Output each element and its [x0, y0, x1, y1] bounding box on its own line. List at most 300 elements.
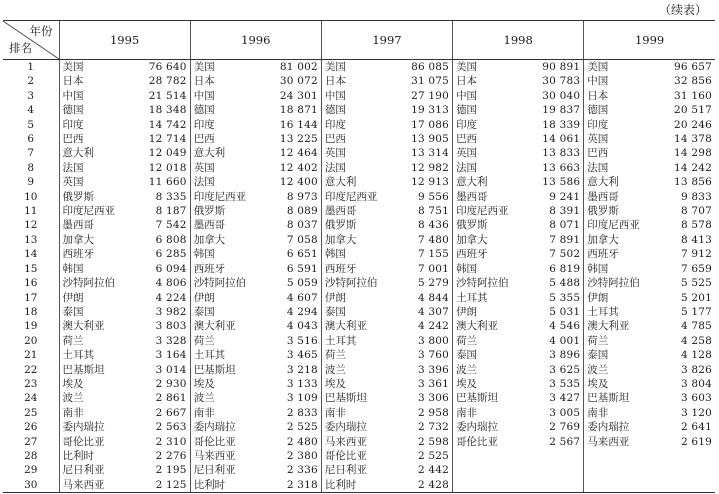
year-cell: [584, 478, 715, 493]
gdp-value: 7 542: [155, 219, 187, 232]
country-name: 巴西: [587, 147, 609, 160]
country-name: 泰国: [193, 305, 215, 318]
country-name: 法国: [62, 161, 84, 174]
gdp-value: 7 480: [418, 233, 450, 246]
gdp-value: 4 607: [286, 291, 318, 304]
country-name: 波兰: [193, 392, 215, 405]
country-name: 伊朗: [456, 305, 478, 318]
country-name: 伊朗: [193, 291, 215, 304]
country-name: 比利时: [193, 478, 226, 491]
gdp-value: 13 856: [674, 176, 712, 189]
country-name: 加拿大: [62, 233, 94, 246]
gdp-value: 2 318: [286, 478, 318, 491]
table-row: [3, 262, 715, 276]
gdp-value: 8 413: [680, 233, 712, 246]
gdp-value: 3 826: [680, 363, 712, 376]
rank-cell: 25: [24, 406, 38, 419]
country-name: 墨西哥: [193, 219, 226, 232]
year-cell: [190, 478, 321, 493]
year-cell: [190, 435, 321, 449]
gdp-value: 18 871: [279, 104, 318, 117]
year-cell: [190, 463, 321, 477]
year-header: 1998: [453, 21, 584, 60]
table-row: [3, 363, 715, 377]
country-name: 南非: [456, 406, 478, 419]
year-cell: [453, 406, 584, 420]
gdp-value: 2 732: [418, 421, 450, 434]
year-cell: [59, 60, 190, 75]
country-name: 英国: [193, 161, 215, 174]
gdp-value: 6 651: [286, 248, 318, 261]
country-name: 哥伦比亚: [324, 449, 367, 462]
gdp-value: 81 002: [279, 61, 318, 73]
year-cell: [321, 478, 452, 493]
year-cell: [584, 89, 715, 103]
year-cell: [584, 204, 715, 218]
gdp-value: 8 436: [418, 219, 450, 232]
country-name: 韩国: [193, 248, 215, 261]
gdp-value: 5 031: [549, 305, 581, 318]
country-name: 泰国: [324, 305, 346, 318]
rank-cell: 26: [24, 421, 38, 434]
gdp-value: 3 014: [155, 363, 187, 376]
country-name: 比利时: [62, 449, 94, 462]
gdp-value: 32 856: [674, 75, 712, 88]
table-row: [3, 190, 715, 204]
country-name: 意大利: [193, 147, 226, 160]
gdp-value: 3 982: [155, 305, 187, 318]
year-cell: [321, 334, 452, 348]
year-cell: [584, 449, 715, 463]
gdp-value: 90 891: [542, 61, 581, 73]
country-name: 泰国: [587, 349, 609, 362]
country-name: 印度: [587, 118, 609, 131]
country-name: 巴西: [324, 133, 346, 146]
year-cell: [59, 377, 190, 391]
country-name: 韩国: [62, 262, 84, 275]
year-cell: [321, 363, 452, 377]
gdp-value: 2 380: [286, 449, 318, 462]
country-name: 德国: [324, 104, 346, 117]
country-name: 德国: [193, 104, 215, 117]
year-cell: [321, 435, 452, 449]
year-cell: [584, 377, 715, 391]
gdp-value: 3 465: [286, 349, 318, 362]
year-cell: [453, 190, 584, 204]
gdp-value: 30 072: [279, 75, 318, 88]
table-row: [3, 319, 715, 333]
country-name: 意大利: [62, 147, 94, 160]
country-name: 美国: [324, 61, 346, 73]
year-cell: [453, 291, 584, 305]
year-cell: [453, 276, 584, 290]
gdp-value: 4 844: [418, 291, 450, 304]
year-cell: [321, 190, 452, 204]
gdp-value: 3 427: [549, 392, 581, 405]
country-name: 巴基斯坦: [324, 392, 367, 405]
country-name: 巴基斯坦: [587, 392, 630, 405]
gdp-value: 2 195: [155, 464, 187, 477]
gdp-value: 3 361: [418, 377, 450, 390]
ranking-table: [3, 20, 715, 493]
gdp-value: 14 742: [148, 118, 187, 131]
year-cell: [190, 391, 321, 405]
year-cell: [190, 132, 321, 146]
country-name: 俄罗斯: [456, 219, 488, 232]
year-cell: [453, 60, 584, 75]
year-cell: [453, 435, 584, 449]
gdp-value: 12 464: [279, 147, 318, 160]
country-name: 英国: [62, 176, 84, 189]
year-cell: [584, 233, 715, 247]
gdp-value: 86 085: [411, 61, 450, 73]
gdp-value: 11 660: [148, 176, 187, 189]
table-row: [3, 291, 715, 305]
table-row: [3, 247, 715, 261]
gdp-value: 5 059: [286, 277, 318, 290]
country-name: 日本: [324, 75, 346, 88]
year-cell: [59, 132, 190, 146]
gdp-value: 6 285: [155, 248, 187, 261]
gdp-value: 5 488: [549, 277, 581, 290]
gdp-value: 3 535: [549, 377, 581, 390]
year-cell: [453, 348, 584, 362]
table-row: [3, 103, 715, 117]
year-cell: [584, 391, 715, 405]
country-name: 澳大利亚: [62, 320, 105, 333]
rank-cell: 23: [24, 377, 38, 390]
gdp-value: 17 086: [411, 118, 450, 131]
country-name: 法国: [456, 161, 478, 174]
gdp-value: 8 187: [155, 205, 187, 218]
gdp-value: 13 833: [542, 147, 581, 160]
rank-cell: 3: [27, 89, 35, 102]
year-cell: [59, 161, 190, 175]
table-row: [3, 161, 715, 175]
gdp-value: 9 556: [418, 190, 450, 203]
year-cell: [453, 319, 584, 333]
year-cell: [190, 334, 321, 348]
year-cell: [584, 146, 715, 160]
year-cell: [59, 291, 190, 305]
country-name: 印度尼西亚: [62, 205, 115, 218]
year-cell: [59, 435, 190, 449]
gdp-value: 5 279: [418, 277, 450, 290]
year-cell: [453, 463, 584, 477]
country-name: 委内瑞拉: [587, 421, 630, 434]
country-name: 埃及: [456, 377, 478, 390]
gdp-value: 4 785: [680, 320, 712, 333]
country-name: 伊朗: [62, 291, 84, 304]
country-name: 印度尼西亚: [456, 205, 509, 218]
gdp-value: 14 378: [674, 133, 712, 146]
rank-cell: 14: [24, 248, 38, 261]
year-cell: [321, 161, 452, 175]
year-cell: [453, 262, 584, 276]
table-row: [3, 175, 715, 189]
gdp-value: 2 442: [418, 464, 450, 477]
year-header: 1995: [59, 21, 190, 60]
gdp-value: 3 603: [680, 392, 712, 405]
year-cell: [453, 391, 584, 405]
country-name: 中国: [193, 89, 215, 102]
gdp-value: 3 218: [286, 363, 318, 376]
country-name: 美国: [62, 61, 84, 73]
gdp-value: 2 125: [155, 478, 187, 491]
year-cell: [584, 132, 715, 146]
year-cell: [584, 262, 715, 276]
country-name: 西班牙: [324, 262, 357, 275]
gdp-value: 5 201: [680, 291, 712, 304]
rank-cell: 17: [24, 291, 38, 304]
gdp-value: 2 525: [418, 449, 450, 462]
country-name: 埃及: [324, 377, 346, 390]
country-name: 中国: [324, 89, 346, 102]
gdp-value: 4 307: [418, 305, 450, 318]
gdp-value: 3 164: [155, 349, 187, 362]
country-name: 印度尼西亚: [587, 219, 640, 232]
year-cell: [59, 305, 190, 319]
gdp-value: 7 659: [680, 262, 712, 275]
year-cell: [584, 175, 715, 189]
year-cell: [59, 218, 190, 232]
country-name: 印度: [62, 118, 84, 131]
year-cell: [59, 204, 190, 218]
gdp-value: 3 760: [418, 349, 450, 362]
gdp-value: 7 155: [418, 248, 450, 261]
header-row: [3, 21, 715, 60]
year-cell: [190, 233, 321, 247]
rank-cell: 11: [24, 205, 38, 218]
table-row: [3, 218, 715, 232]
rank-cell: 21: [24, 349, 38, 362]
year-cell: [59, 118, 190, 132]
table-body: [3, 60, 715, 493]
country-name: 土耳其: [193, 349, 226, 362]
rank-cell: 28: [24, 449, 38, 462]
gdp-value: 19 313: [411, 104, 450, 117]
year-cell: [321, 377, 452, 391]
gdp-value: 3 328: [155, 334, 187, 347]
year-cell: [190, 103, 321, 117]
year-cell: [584, 161, 715, 175]
gdp-value: 4 128: [680, 349, 712, 362]
table-row: [3, 391, 715, 405]
rank-cell: 6: [27, 133, 35, 146]
country-name: 中国: [456, 89, 478, 102]
gdp-value: 2 480: [286, 435, 318, 448]
gdp-value: 8 071: [549, 219, 581, 232]
gdp-value: 18 348: [148, 104, 187, 117]
year-cell: [584, 406, 715, 420]
gdp-value: 4 806: [155, 277, 187, 290]
year-cell: [584, 334, 715, 348]
country-name: 韩国: [456, 262, 478, 275]
country-name: 印度尼西亚: [193, 190, 247, 203]
gdp-value: 12 982: [411, 161, 450, 174]
year-cell: [453, 161, 584, 175]
table-row: [3, 305, 715, 319]
corner-rank-label: 排名: [9, 41, 32, 55]
gdp-value: 7 502: [549, 248, 581, 261]
table-row: [3, 478, 715, 493]
gdp-value: 8 391: [549, 205, 581, 218]
country-name: 澳大利亚: [456, 320, 499, 333]
gdp-value: 5 355: [549, 291, 581, 304]
gdp-value: 3 306: [418, 392, 450, 405]
year-cell: [453, 175, 584, 189]
year-header: 1997: [321, 21, 452, 60]
year-cell: [453, 204, 584, 218]
country-name: 沙特阿拉伯: [62, 277, 115, 290]
rank-cell: 12: [24, 219, 38, 232]
country-name: 巴基斯坦: [193, 363, 236, 376]
country-name: 印度: [324, 118, 346, 131]
year-cell: [59, 74, 190, 88]
gdp-value: 2 336: [286, 464, 318, 477]
country-name: 波兰: [456, 363, 478, 376]
rank-cell: 18: [24, 305, 38, 318]
table-row: [3, 377, 715, 391]
country-name: 沙特阿拉伯: [587, 277, 640, 290]
country-name: 荷兰: [193, 334, 215, 347]
gdp-value: 8 751: [418, 205, 450, 218]
country-name: 马来西亚: [193, 449, 236, 462]
country-name: 委内瑞拉: [62, 421, 105, 434]
year-cell: [190, 218, 321, 232]
gdp-value: 5 525: [680, 277, 712, 290]
year-cell: [59, 348, 190, 362]
year-cell: [321, 319, 452, 333]
year-cell: [584, 118, 715, 132]
country-name: 荷兰: [324, 349, 346, 362]
year-cell: [584, 319, 715, 333]
gdp-value: 2 861: [155, 392, 187, 405]
rank-cell: 1: [27, 61, 35, 73]
year-cell: [321, 262, 452, 276]
rank-cell: 8: [27, 161, 35, 174]
year-cell: [453, 233, 584, 247]
year-cell: [190, 89, 321, 103]
year-cell: [59, 463, 190, 477]
year-cell: [453, 146, 584, 160]
year-cell: [59, 190, 190, 204]
year-cell: [321, 406, 452, 420]
country-name: 尼日利亚: [193, 464, 236, 477]
year-cell: [321, 132, 452, 146]
country-name: 意大利: [587, 176, 619, 189]
country-name: 英国: [456, 147, 478, 160]
year-cell: [190, 319, 321, 333]
gdp-value: 2 641: [680, 421, 712, 434]
table-row: [3, 204, 715, 218]
gdp-value: 3 005: [549, 406, 581, 419]
year-cell: [59, 89, 190, 103]
continued-label: （续表）: [658, 3, 707, 17]
gdp-value: 3 133: [286, 377, 318, 390]
country-name: 日本: [587, 89, 609, 102]
year-cell: [321, 305, 452, 319]
table-row: [3, 406, 715, 420]
gdp-value: 2 567: [549, 435, 581, 448]
year-cell: [190, 247, 321, 261]
country-name: 巴基斯坦: [456, 392, 499, 405]
year-cell: [59, 175, 190, 189]
table-row: [3, 132, 715, 146]
year-cell: [453, 247, 584, 261]
country-name: 土耳其: [62, 349, 94, 362]
gdp-value: 21 514: [148, 89, 187, 102]
year-cell: [584, 74, 715, 88]
country-name: 巴西: [193, 133, 215, 146]
country-name: 墨西哥: [62, 219, 94, 232]
country-name: 加拿大: [456, 233, 488, 246]
gdp-value: 14 242: [674, 161, 712, 174]
year-cell: [584, 60, 715, 75]
gdp-value: 12 714: [148, 133, 187, 146]
rank-cell: 7: [27, 147, 35, 160]
country-name: 俄罗斯: [193, 205, 226, 218]
year-cell: [584, 435, 715, 449]
gdp-value: 4 258: [680, 334, 712, 347]
country-name: 波兰: [324, 363, 346, 376]
gdp-value: 2 276: [155, 449, 187, 462]
year-cell: [59, 420, 190, 434]
year-cell: [190, 276, 321, 290]
year-cell: [321, 247, 452, 261]
gdp-value: 8 973: [286, 190, 318, 203]
country-name: 委内瑞拉: [456, 421, 499, 434]
country-name: 巴西: [456, 133, 478, 146]
year-header: 1996: [190, 21, 321, 60]
gdp-value: 2 667: [155, 406, 187, 419]
year-cell: [584, 247, 715, 261]
year-cell: [59, 478, 190, 493]
country-name: 印度: [193, 118, 215, 131]
table-row: [3, 420, 715, 434]
rank-cell: 4: [27, 104, 35, 117]
country-name: 沙特阿拉伯: [324, 277, 378, 290]
country-name: 伊朗: [324, 291, 346, 304]
year-cell: [321, 463, 452, 477]
year-cell: [453, 89, 584, 103]
country-name: 法国: [193, 176, 215, 189]
country-name: 土耳其: [456, 291, 488, 304]
gdp-value: 6 808: [155, 233, 187, 246]
year-cell: [584, 276, 715, 290]
year-cell: [190, 190, 321, 204]
country-name: 波兰: [62, 392, 84, 405]
table-row: [3, 89, 715, 103]
year-cell: [453, 305, 584, 319]
country-name: 俄罗斯: [62, 190, 94, 203]
gdp-value: 31 075: [411, 75, 450, 88]
rank-cell: 27: [24, 435, 38, 448]
year-cell: [59, 103, 190, 117]
gdp-value: 4 294: [286, 305, 318, 318]
year-cell: [59, 319, 190, 333]
gdp-value: 12 402: [279, 161, 318, 174]
country-name: 西班牙: [456, 248, 488, 261]
gdp-value: 2 598: [418, 435, 450, 448]
country-name: 德国: [456, 104, 478, 117]
year-cell: [190, 420, 321, 434]
year-cell: [453, 74, 584, 88]
year-cell: [59, 406, 190, 420]
country-name: 法国: [324, 161, 346, 174]
gdp-value: 8 089: [286, 205, 318, 218]
gdp-value: 20 517: [674, 104, 712, 117]
